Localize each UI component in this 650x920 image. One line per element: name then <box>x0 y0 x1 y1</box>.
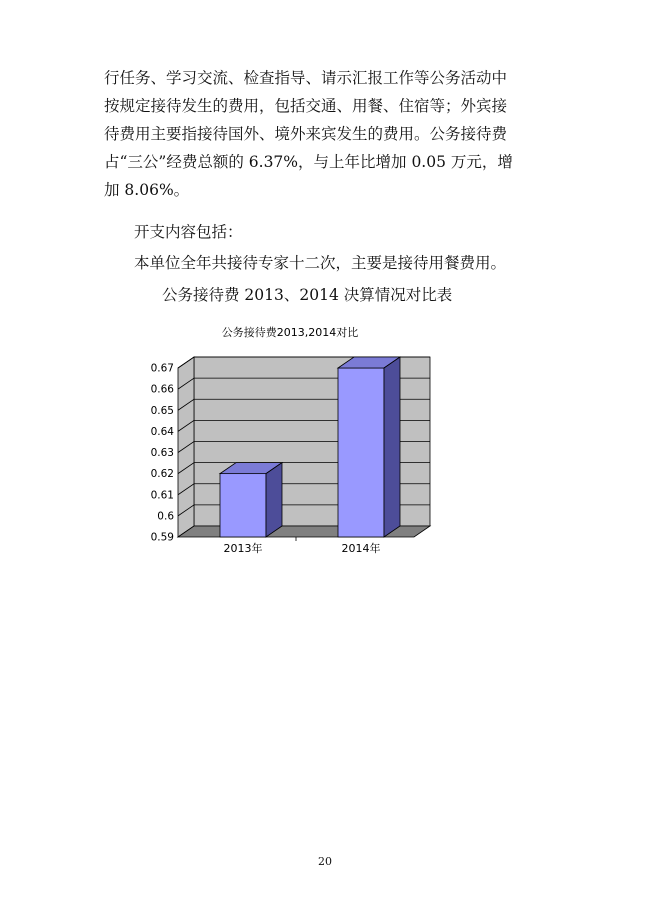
paragraph-3: 本单位全年共接待专家十二次，主要是接待用餐费用。 <box>134 254 507 272</box>
text-line: 待费用主要指接待国外、境外来宾发生的费用。公务接待费 <box>104 125 508 143</box>
paragraph-2: 开支内容包括： <box>134 223 243 241</box>
chart-title: 公务接待费2013,2014对比 <box>221 326 359 339</box>
bar-chart <box>140 318 440 563</box>
chart-bar <box>220 463 282 537</box>
page-number: 20 <box>318 855 332 868</box>
y-tick-label: 0.65 <box>150 404 174 417</box>
chart-x-axis <box>224 537 381 555</box>
chart-y-axis <box>151 363 175 544</box>
x-tick-label: 2014年 <box>341 542 381 555</box>
y-tick-label: 0.67 <box>150 362 174 375</box>
paragraph-1 <box>104 64 564 204</box>
bar-front <box>220 474 266 537</box>
y-tick-label: 0.66 <box>150 383 174 396</box>
x-tick-label: 2013年 <box>223 542 263 555</box>
text-line: 行任务、学习交流、检查指导、请示汇报工作等公务活动中 <box>104 69 508 87</box>
y-tick-label: 0.62 <box>150 468 174 481</box>
y-tick-label: 0.64 <box>150 425 174 438</box>
y-tick-label: 0.61 <box>150 489 174 502</box>
bar-side <box>384 357 400 537</box>
y-tick-label: 0.59 <box>150 531 174 544</box>
y-tick-label: 0.63 <box>150 447 174 459</box>
table-title: 公务接待费 2013、2014 决算情况对比表 <box>162 286 453 304</box>
chart-bar <box>338 357 400 537</box>
text-line: 按规定接待发生的费用，包括交通、用餐、住宿等；外宾接 <box>104 97 508 115</box>
text-line: 加 8.06%。 <box>104 181 190 199</box>
y-tick-label: 0.6 <box>157 510 174 523</box>
bar-side <box>266 463 282 537</box>
text-line: 占“三公”经费总额的 6.37%，与上年比增加 0.05 万元，增 <box>104 153 513 171</box>
bar-front <box>338 368 384 537</box>
